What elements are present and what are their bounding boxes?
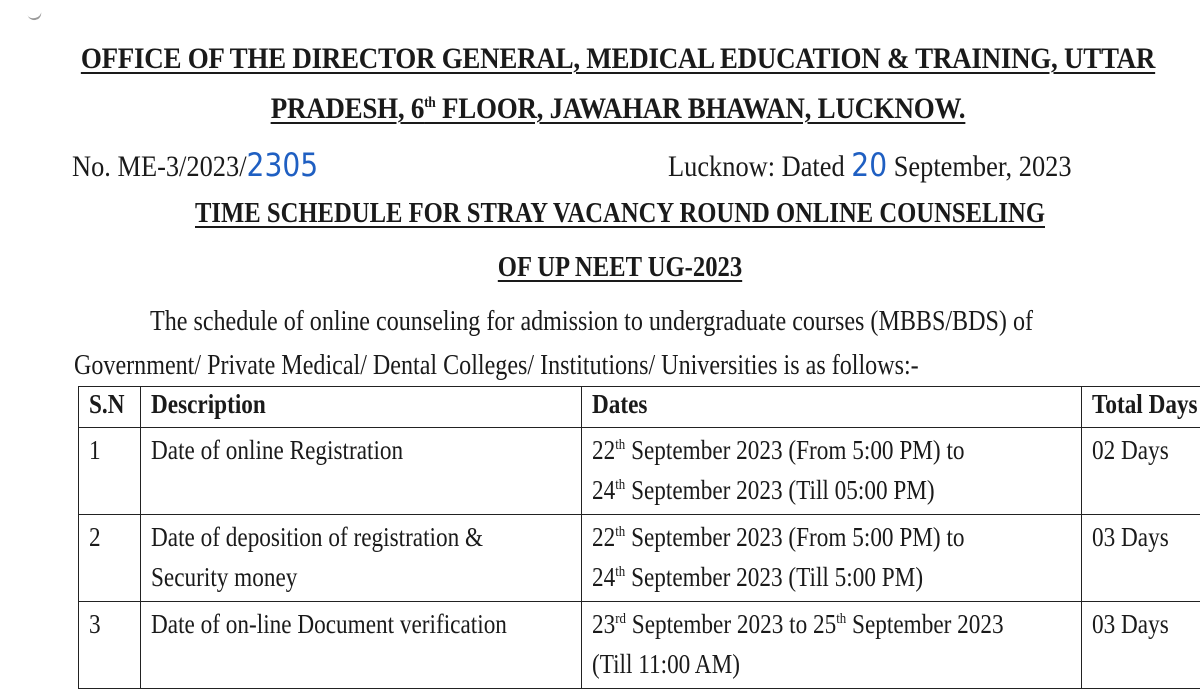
cell-description: Date of online Registration	[141, 428, 582, 515]
table-row	[79, 602, 1200, 689]
header-description: Description	[141, 387, 582, 428]
schedule-title-line1: TIME SCHEDULE FOR STRAY VACANCY ROUND ONLINE COUNSELING	[92, 198, 1148, 230]
cell-sn: 1	[79, 428, 141, 515]
cell-total-days: 02 Days	[1081, 428, 1200, 515]
reference-number: No. ME-3/2023/2305	[72, 146, 318, 184]
office-header-line2: PRADESH, 6th FLOOR, JAWAHAR BHAWAN, LUCKNOW.	[78, 92, 1158, 126]
cell-total-days: 03 Days	[1081, 515, 1200, 602]
header-sn: S.N	[79, 387, 141, 428]
cell-sn: 3	[79, 602, 141, 689]
table-row	[79, 428, 1200, 515]
handwritten-number: 2305	[247, 146, 319, 184]
table-header-row	[79, 387, 1200, 428]
cell-description: Date of on-line Document verification	[141, 602, 582, 689]
dated-line: Lucknow: Dated 20 September, 2023	[668, 146, 1072, 184]
office-header-line1: OFFICE OF THE DIRECTOR GENERAL, MEDICAL EDUCATION & TRAINING, UTTAR	[78, 42, 1158, 76]
cell-total-days: 03 Days	[1081, 602, 1200, 689]
cell-dates: 22th September 2023 (From 5:00 PM) to 24th September 2023 (Till 5:00 PM)	[582, 515, 1082, 602]
cell-description: Date of deposition of registration & Security money	[141, 515, 582, 602]
schedule-table	[78, 386, 1200, 689]
scan-mark-icon	[27, 10, 43, 21]
header-dates: Dates	[582, 387, 1082, 428]
intro-line2: Government/ Private Medical/ Dental Colleges/ Institutions/ Universities is as follows:-	[74, 350, 1200, 382]
cell-dates: 22th September 2023 (From 5:00 PM) to 24th September 2023 (Till 05:00 PM)	[582, 428, 1082, 515]
cell-dates: 23rd September 2023 to 25th September 2023 (Till 11:00 AM)	[582, 602, 1082, 689]
header-total-days: Total Days	[1081, 387, 1200, 428]
schedule-title-line2: OF UP NEET UG-2023	[92, 252, 1148, 284]
table-row	[79, 515, 1200, 602]
handwritten-date: 20	[851, 146, 887, 184]
cell-sn: 2	[79, 515, 141, 602]
intro-line1: The schedule of online counseling for admission to undergraduate courses (MBBS/BDS) of	[150, 306, 1182, 338]
